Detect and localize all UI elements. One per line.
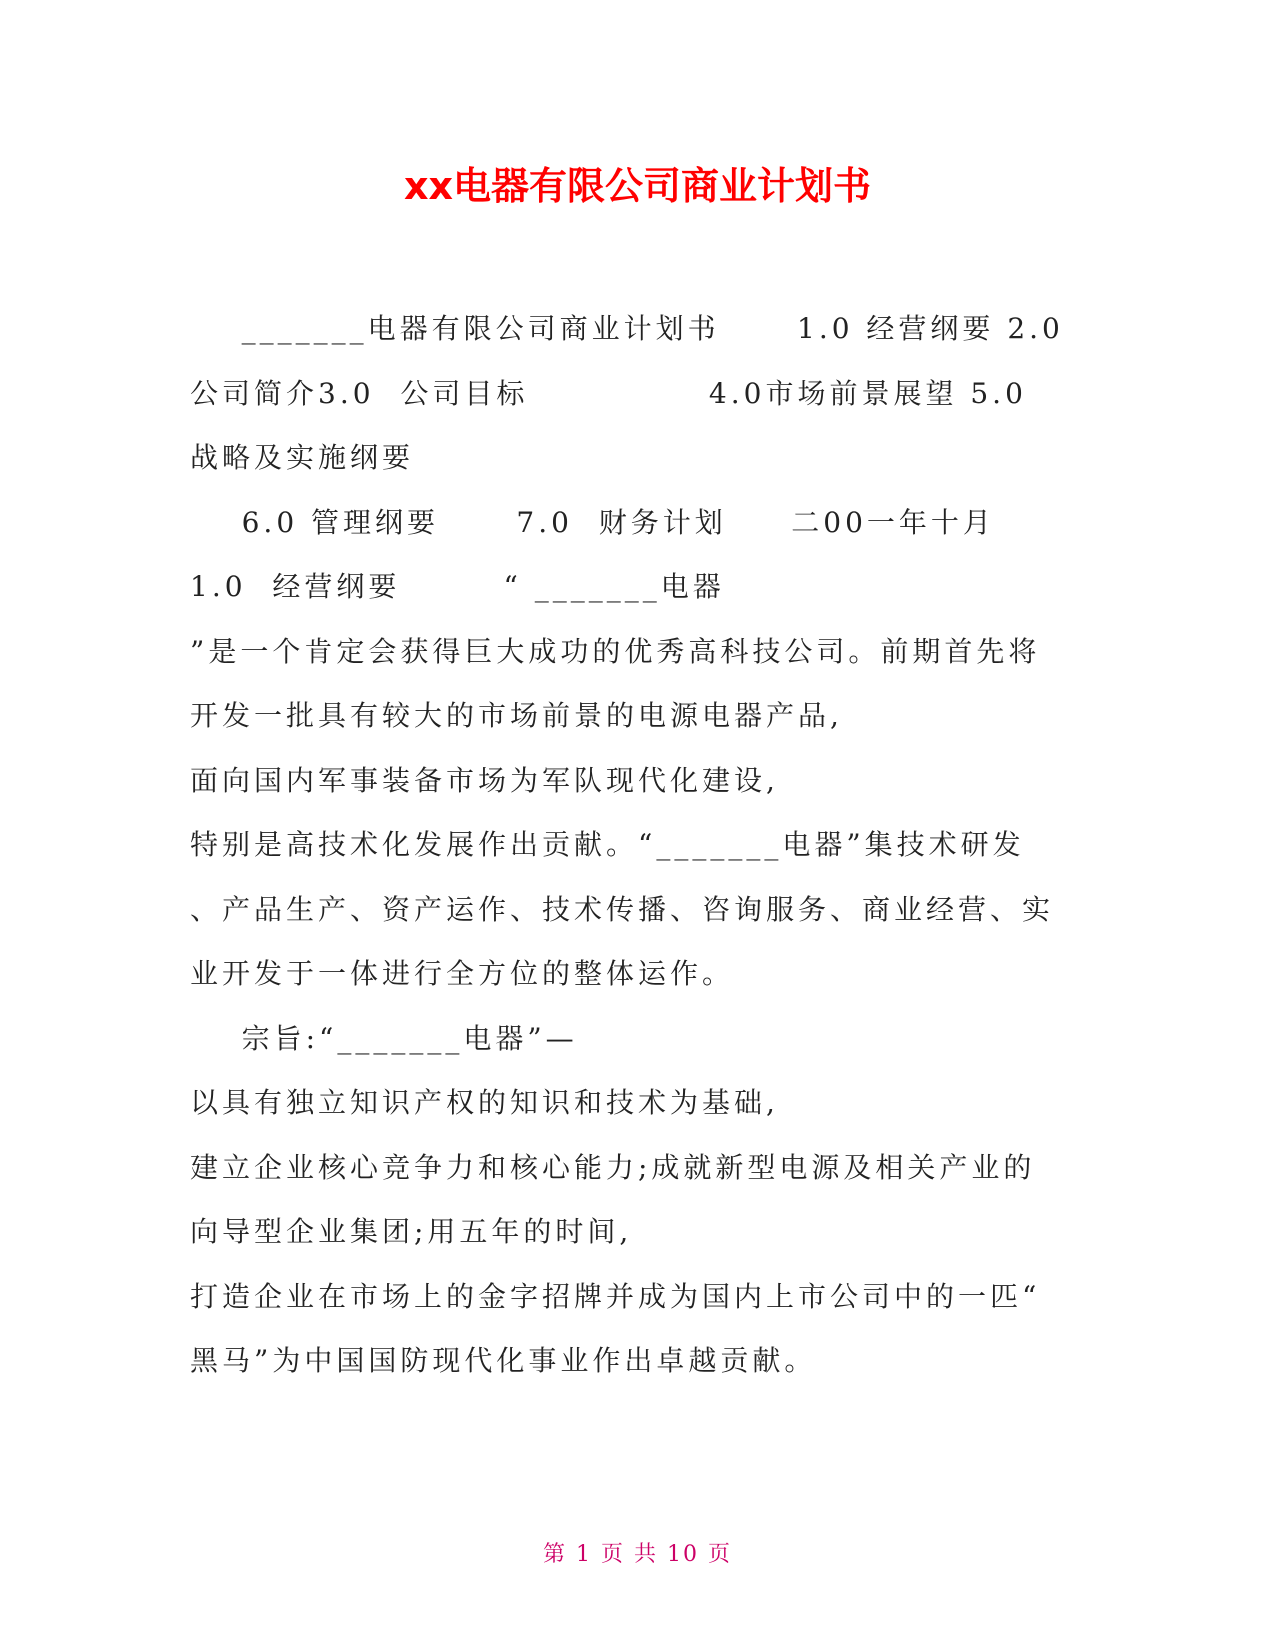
body-line: 、产品生产、资产运作、技术传播、咨询服务、商业经营、实 xyxy=(190,892,1055,926)
body-line: 6.0 管理纲要 7.0 财务计划 二00一年十月 xyxy=(190,505,995,539)
body-line: 宗旨:“_______电器”— xyxy=(190,1021,578,1055)
body-line: 面向国内军事装备市场为军队现代化建设, xyxy=(190,763,779,797)
body-line: 建立企业核心竞争力和核心能力;成就新型电源及相关产业的 xyxy=(190,1150,1036,1184)
body-line: _______电器有限公司商业计划书 1.0 经营纲要 2.0 xyxy=(190,312,1064,345)
body-line: 业开发于一体进行全方位的整体运作。 xyxy=(190,957,735,990)
body-line: 1.0 经营纲要 “ _______电器 xyxy=(190,570,725,603)
page-footer: 第 1 页 共 10 页 xyxy=(543,1542,732,1567)
body-line: 黑马”为中国国防现代化事业作出卓越贡献。 xyxy=(190,1344,817,1377)
body-line: 战略及实施纲要 xyxy=(190,441,415,474)
body-line: 特别是高技术化发展作出贡献。“_______电器”集技术研发 xyxy=(190,828,1025,861)
body-line: 公司简介3.0 公司目标 4.0市场前景展望 5.0 xyxy=(190,376,1027,410)
document-body xyxy=(190,297,1090,1394)
body-line: 打造企业在市场上的金字招牌并成为国内上市公司中的一匹“ xyxy=(190,1279,1041,1313)
body-line: ”是一个肯定会获得巨大成功的优秀高科技公司。前期首先将 xyxy=(190,634,1041,668)
body-line: 以具有独立知识产权的知识和技术为基础, xyxy=(190,1086,779,1119)
document-title: xx电器有限公司商业计划书 xyxy=(403,164,872,208)
body-line: 开发一批具有较大的市场前景的电源电器产品, xyxy=(190,699,843,732)
body-line: 向导型企业集团;用五年的时间, xyxy=(190,1215,633,1248)
